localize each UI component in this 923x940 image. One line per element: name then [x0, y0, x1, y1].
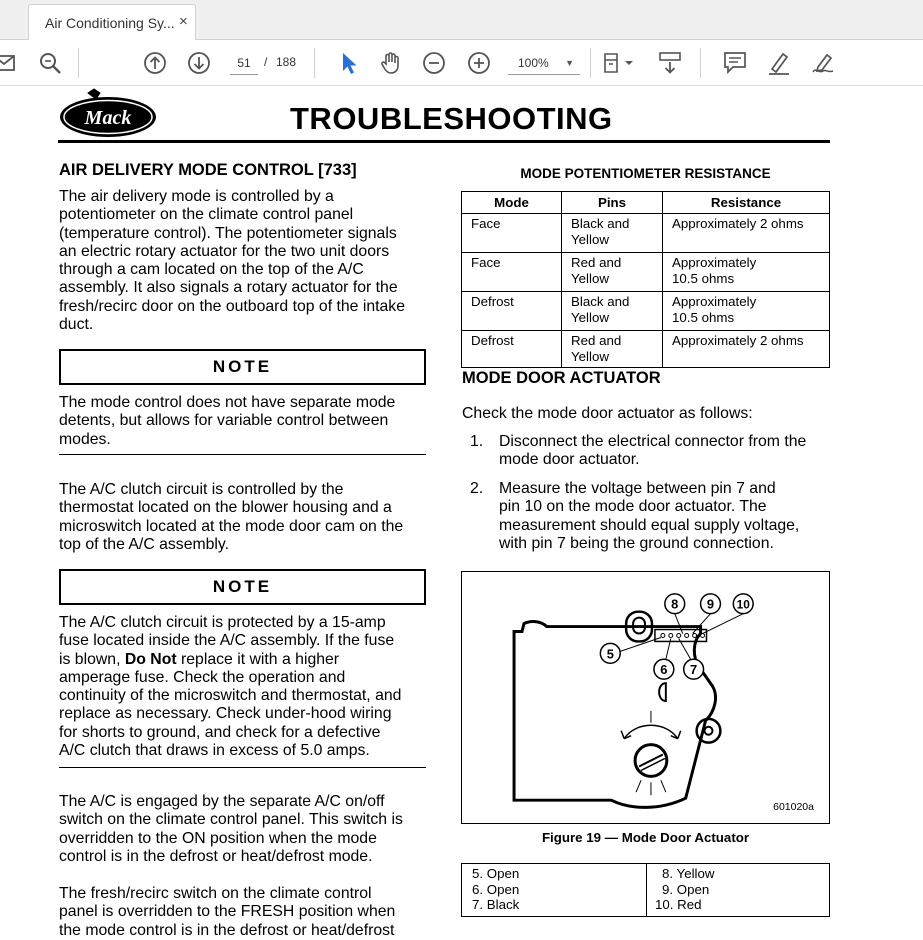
text-line: The A/C is engaged by the separate A/C on/off	[59, 793, 385, 810]
table-header-row	[462, 192, 830, 214]
table-cell-pins: Red and Yellow	[562, 253, 663, 292]
text-line: microswitch located at the mode door cam on the	[59, 517, 404, 535]
table-cell-pins: Red and Yellow	[562, 331, 663, 368]
text-line: replace as necessary. Check under-hood wiring	[59, 705, 392, 723]
legend-item: 9. Open	[662, 881, 710, 897]
table-title: MODE POTENTIOMETER RESISTANCE	[520, 166, 771, 181]
text-line: switch on the climate control panel. This switch is	[59, 811, 403, 829]
paragraph-fresh-recirc	[59, 885, 395, 940]
svg-text:6: 6	[660, 662, 668, 678]
table-cell-resistance: Approximately 2 ohms	[663, 331, 830, 368]
text-line: The fresh/recirc switch on the climate control	[59, 885, 372, 902]
text-line: A/C clutch that draws in excess of 5.0 amps.	[59, 742, 370, 760]
legend-item: 10. Red	[655, 897, 702, 912]
column-header-resistance: Resistance	[663, 192, 830, 214]
step-text: Disconnect the electrical connector from the mode door actuator.	[499, 433, 807, 469]
column-header-mode: Mode	[462, 192, 562, 214]
paragraph-air-delivery	[59, 188, 405, 334]
page-separator: /	[264, 55, 268, 69]
legend-column-right	[655, 866, 715, 913]
svg-text:5: 5	[606, 646, 614, 662]
text-line: panel is overridden to the FRESH position when	[59, 903, 396, 921]
table-row	[462, 253, 830, 292]
page-total: 188	[276, 55, 297, 69]
note-text-mode-control	[59, 394, 395, 449]
text-line: overridden to the ON position when the mode	[59, 829, 377, 847]
svg-text:10: 10	[736, 597, 750, 612]
text-line: modes.	[59, 430, 111, 448]
table-cell-mode: Defrost	[462, 292, 562, 331]
table-cell-pins: Black and Yellow	[562, 214, 663, 253]
fit-page-icon[interactable]	[601, 50, 637, 76]
section-heading-actuator: MODE DOOR ACTUATOR	[462, 369, 661, 387]
step-text: Measure the voltage between pin 7 and pin 10 on the mode door actuator. The measurement should equal supply voltage, with pin 7 being the ground connection.	[499, 480, 800, 552]
callout-7	[679, 638, 704, 679]
text-line: fuse located inside the A/C assembly. If the fuse	[59, 632, 395, 650]
text-line: through a cam located on the top of the A/C	[59, 261, 364, 279]
text-line: (temperature control). The potentiometer signals	[59, 224, 397, 242]
logo-text: Mack	[84, 107, 132, 129]
table-cell-resistance: Approximately 10.5 ohms	[663, 253, 830, 292]
legend-divider	[646, 864, 647, 916]
text-line: the mode control is in the defrost or heat/defrost	[59, 921, 395, 939]
figure-mode-door-actuator	[461, 571, 830, 824]
highlight-icon[interactable]	[766, 50, 792, 76]
mack-logo	[58, 87, 158, 139]
zoom-value: 100%	[518, 56, 549, 70]
legend-item: 6. Open	[472, 881, 520, 897]
mail-icon[interactable]	[0, 50, 18, 76]
figure-caption: Figure 19 — Mode Door Actuator	[541, 830, 750, 845]
note-text-fuse	[59, 614, 401, 760]
table-cell-mode: Face	[462, 253, 562, 292]
figure-code: 601020a	[773, 801, 814, 813]
note-label: NOTE	[59, 349, 426, 385]
pin-legend-table	[461, 863, 830, 917]
paragraph-ac-engaged	[59, 793, 403, 866]
text-line: for shorts to ground, and check for a defective	[59, 723, 381, 741]
zoom-select[interactable]	[508, 51, 580, 75]
sign-icon[interactable]	[810, 50, 836, 76]
text-line: top of the A/C assembly.	[59, 535, 230, 553]
text-line: The air delivery mode is controlled by a	[59, 188, 334, 205]
legend-item: 7. Black	[472, 897, 520, 912]
text-line: amperage fuse. Check the operation and	[59, 668, 346, 686]
svg-text:7: 7	[690, 662, 698, 678]
text-line: an electric rotary actuator for the two unit doors	[59, 242, 390, 260]
table-row	[462, 292, 830, 331]
text-line: The A/C clutch circuit is protected by a 15-amp	[59, 614, 386, 631]
hand-tool-icon[interactable]	[378, 50, 404, 76]
text-line: continuity of the microswitch and thermostat, and	[59, 687, 402, 705]
legend-item: 5. Open	[472, 866, 520, 881]
note-rule	[59, 454, 426, 455]
table-cell-resistance: Approximately 2 ohms	[663, 214, 830, 253]
scroll-mode-icon[interactable]	[657, 50, 683, 76]
step-number: 2.	[470, 480, 484, 497]
callout-6	[654, 638, 674, 679]
document-tab[interactable]	[28, 4, 196, 40]
text-line: assembly. It also signals a rotary actuator for the	[59, 279, 398, 297]
toolbar-divider	[700, 48, 701, 78]
step-number: 1.	[470, 433, 484, 450]
tab-bar	[0, 0, 923, 40]
paragraph-clutch-circuit	[59, 481, 403, 554]
section-heading-air-delivery: AIR DELIVERY MODE CONTROL [733]	[59, 161, 357, 179]
toolbar-divider	[590, 48, 591, 78]
toolbar-divider	[78, 48, 79, 78]
legend-item: 8. Yellow	[662, 866, 715, 881]
text-line: is blown, Do Not replace it with a higher	[59, 650, 340, 668]
svg-text:8: 8	[671, 596, 679, 612]
tab-close-icon[interactable]: ×	[179, 13, 188, 30]
toolbar	[0, 40, 923, 86]
toolbar-divider	[314, 48, 315, 78]
page-number-input[interactable]: 51	[230, 51, 258, 75]
actuator-intro: Check the mode door actuator as follows:	[462, 405, 753, 422]
document-page	[0, 87, 923, 938]
callout-5	[600, 637, 661, 663]
text-line: control is in the defrost or heat/defrost mode.	[59, 847, 373, 865]
note-rule	[59, 767, 426, 768]
table-cell-mode: Defrost	[462, 331, 562, 368]
zoom-in-icon[interactable]	[466, 50, 492, 76]
svg-text:9: 9	[706, 596, 715, 612]
text-line: potentiometer on the climate control panel	[59, 206, 354, 224]
table-row	[462, 214, 830, 253]
tab-title: Air Conditioning Sy...	[45, 15, 175, 31]
resistance-table	[461, 191, 830, 368]
text-line: fresh/recirc door on the outboard top of the intake	[59, 297, 405, 315]
text-line: The mode control does not have separate mode	[59, 394, 396, 411]
prev-page-icon[interactable]	[142, 50, 168, 76]
emphasis-do-not: Do Not	[124, 650, 177, 668]
actuator-diagram	[462, 572, 829, 823]
text-line: duct.	[59, 316, 94, 334]
header-rule	[58, 140, 830, 143]
zoom-out-icon[interactable]	[421, 50, 447, 76]
select-pointer-icon[interactable]	[336, 50, 362, 76]
text-line: The A/C clutch circuit is controlled by the	[59, 481, 344, 498]
table-cell-pins: Black and Yellow	[562, 292, 663, 331]
search-icon[interactable]	[37, 50, 63, 76]
legend-column-left	[472, 866, 519, 913]
table-cell-resistance: Approximately 10.5 ohms	[663, 292, 830, 331]
note-label: NOTE	[59, 569, 426, 605]
next-page-icon[interactable]	[186, 50, 212, 76]
table-cell-mode: Face	[462, 214, 562, 253]
text-line: detents, but allows for variable control between	[59, 412, 389, 430]
chevron-down-icon: ▼	[565, 58, 574, 68]
comment-icon[interactable]	[722, 50, 748, 76]
text-line: thermostat located on the blower housing and a	[59, 499, 392, 517]
page-title: TROUBLESHOOTING	[290, 101, 613, 136]
column-header-pins: Pins	[562, 192, 663, 214]
table-row	[462, 331, 830, 368]
